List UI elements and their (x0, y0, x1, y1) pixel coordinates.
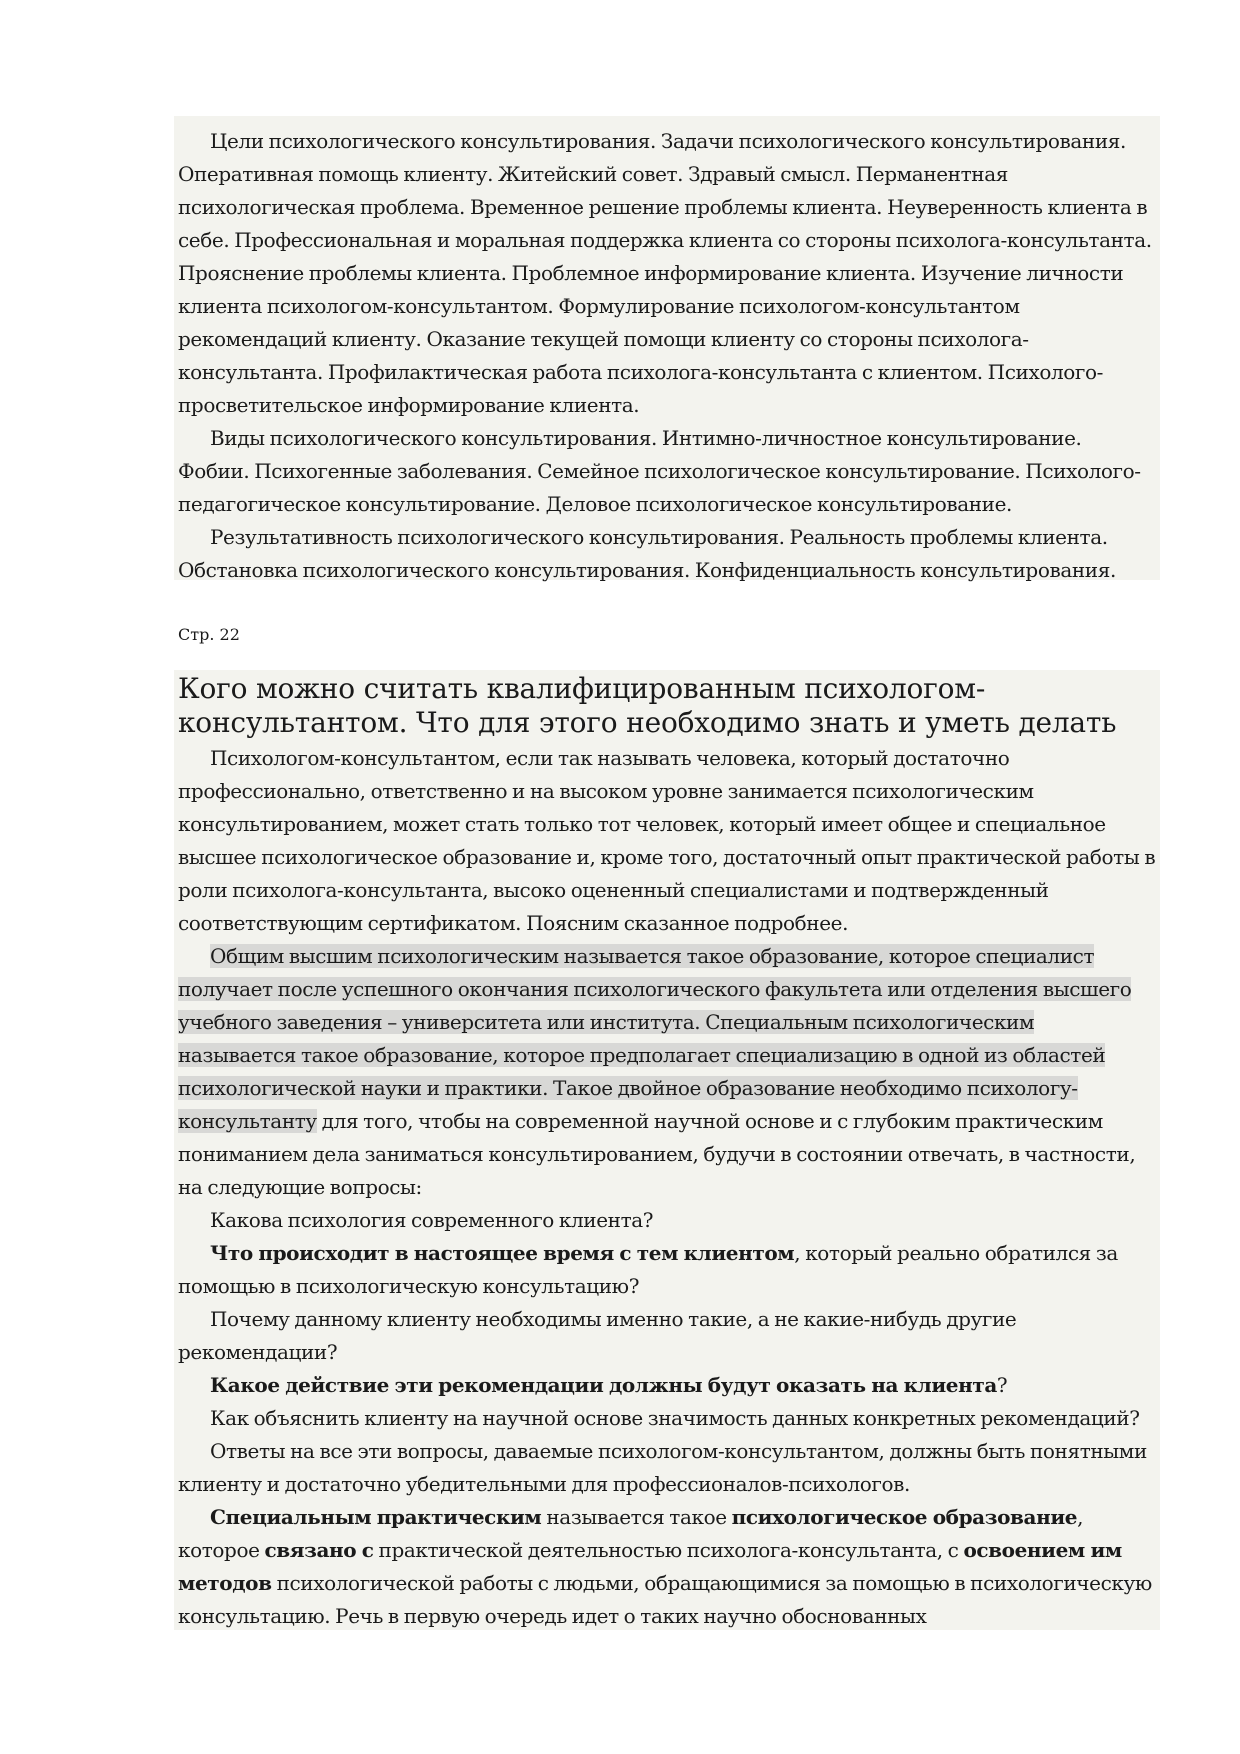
question-2-bold: Что происходит в настоящее время с тем клиентом (210, 1241, 795, 1265)
practical-text-2: , которое (178, 1505, 1084, 1562)
section-heading: Кого можно считать квалифицированным психологом-консультантом. Что для этого необходимо знать и уметь делать (178, 672, 1117, 739)
practical-bold-4: освоением им методов (178, 1538, 1122, 1595)
question-1: Какова психология современного клиента? (210, 1208, 654, 1232)
paragraph-types: Виды психологического консультирования. Интимно-личностное консультирование. Фобии. Психогенные заболевания. Семейное психологическое консультирование. Психолого-педагогическое консультирование. Деловое психологическое консультирование. (178, 426, 1141, 516)
paragraph-education-rest: для того, чтобы на современной научной основе и с глубоким практическим пониманием дела заниматься консультированием, будучи в состоянии отвечать, в частности, на следующие вопросы: (178, 1109, 1136, 1199)
question-4-bold: Какое действие эти рекомендации должны будут оказать на клиента (210, 1373, 997, 1397)
page-number: Стр. 22 (178, 625, 240, 644)
paragraph-answers: Ответы на все эти вопросы, даваемые психологом-консультантом, должны быть понятными клиенту и достаточно убедительными для профессионалов-психологов. (178, 1439, 1147, 1496)
question-3: Почему данному клиенту необходимы именно такие, а не какие-нибудь другие рекомендации? (178, 1307, 1017, 1364)
question-5: Как объяснить клиенту на научной основе значимость данных конкретных рекомендаций? (210, 1406, 1140, 1430)
question-2-rest: , который реально обратился за помощью в психологическую консультацию? (178, 1241, 1118, 1298)
practical-text-1: называется такое (541, 1505, 732, 1529)
question-4-rest: ? (996, 1373, 1008, 1397)
paragraph-effectiveness: Результативность психологического консультирования. Реальность проблемы клиента. Обстановка психологического консультирования. Конфиденциальность консультирования. (178, 525, 1116, 582)
question-2 (178, 1237, 1160, 1303)
practical-bold-1: Специальным практическим (210, 1505, 542, 1529)
practical-bold-2: психологическое образование (731, 1505, 1078, 1529)
paragraph-definition: Психологом-консультантом, если так называть человека, который достаточно профессионально, ответственно и на высоком уровне занимается психологическим консультированием, может стать только тот человек, который имеет общее и специальное высшее психологическое образование и, кроме того, достаточный опыт практической работы в роли психолога-консультанта, высоко оцененный специалистами и подтвержденный соответствующим сертификатом. Поясним сказанное подробнее. (178, 746, 1156, 935)
paragraph-practical (178, 1501, 1160, 1633)
main-text-block (174, 670, 1160, 1630)
top-text-block (174, 116, 1160, 580)
paragraph-goals: Цели психологического консультирования. Задачи психологического консультирования. Оперативная помощь клиенту. Житейский совет. Здравый смысл. Перманентная психологическая проблема. Временное решение проблемы клиента. Неуверенность клиента в себе. Профессиональная и моральная поддержка клиента со стороны психолога-консультанта. Прояснение проблемы клиента. Проблемное информирование клиента. Изучение личности клиента психологом-консультантом. Формулирование психологом-консультантом рекомендаций клиенту. Оказание текущей помощи клиенту со стороны психолога-консультанта. Профилактическая работа психолога-консультанта с клиентом. Психолого-просветительское информирование клиента. (178, 129, 1152, 417)
practical-text-3: практической деятельностью психолога-консультанта, с (373, 1538, 964, 1562)
practical-bold-3: связано с (264, 1538, 374, 1562)
highlighted-text[interactable]: Общим высшим психологическим называется такое образование, которое специалист получает после успешного окончания психологического факультета или отделения высшего учебного заведения – университета или института. Специальным психологическим называется такое образование, которое предполагает специализацию в одной из областей психологической науки и практики. Такое двойное образование необходимо психологу-консультанту (178, 944, 1132, 1133)
paragraph-education (178, 940, 1160, 1204)
question-4 (178, 1369, 1160, 1402)
practical-text-4: психологической работы с людьми, обращающимися за помощью в психологическую консультацию. Речь в первую очередь идет о таких научно обоснованных (178, 1571, 1152, 1628)
